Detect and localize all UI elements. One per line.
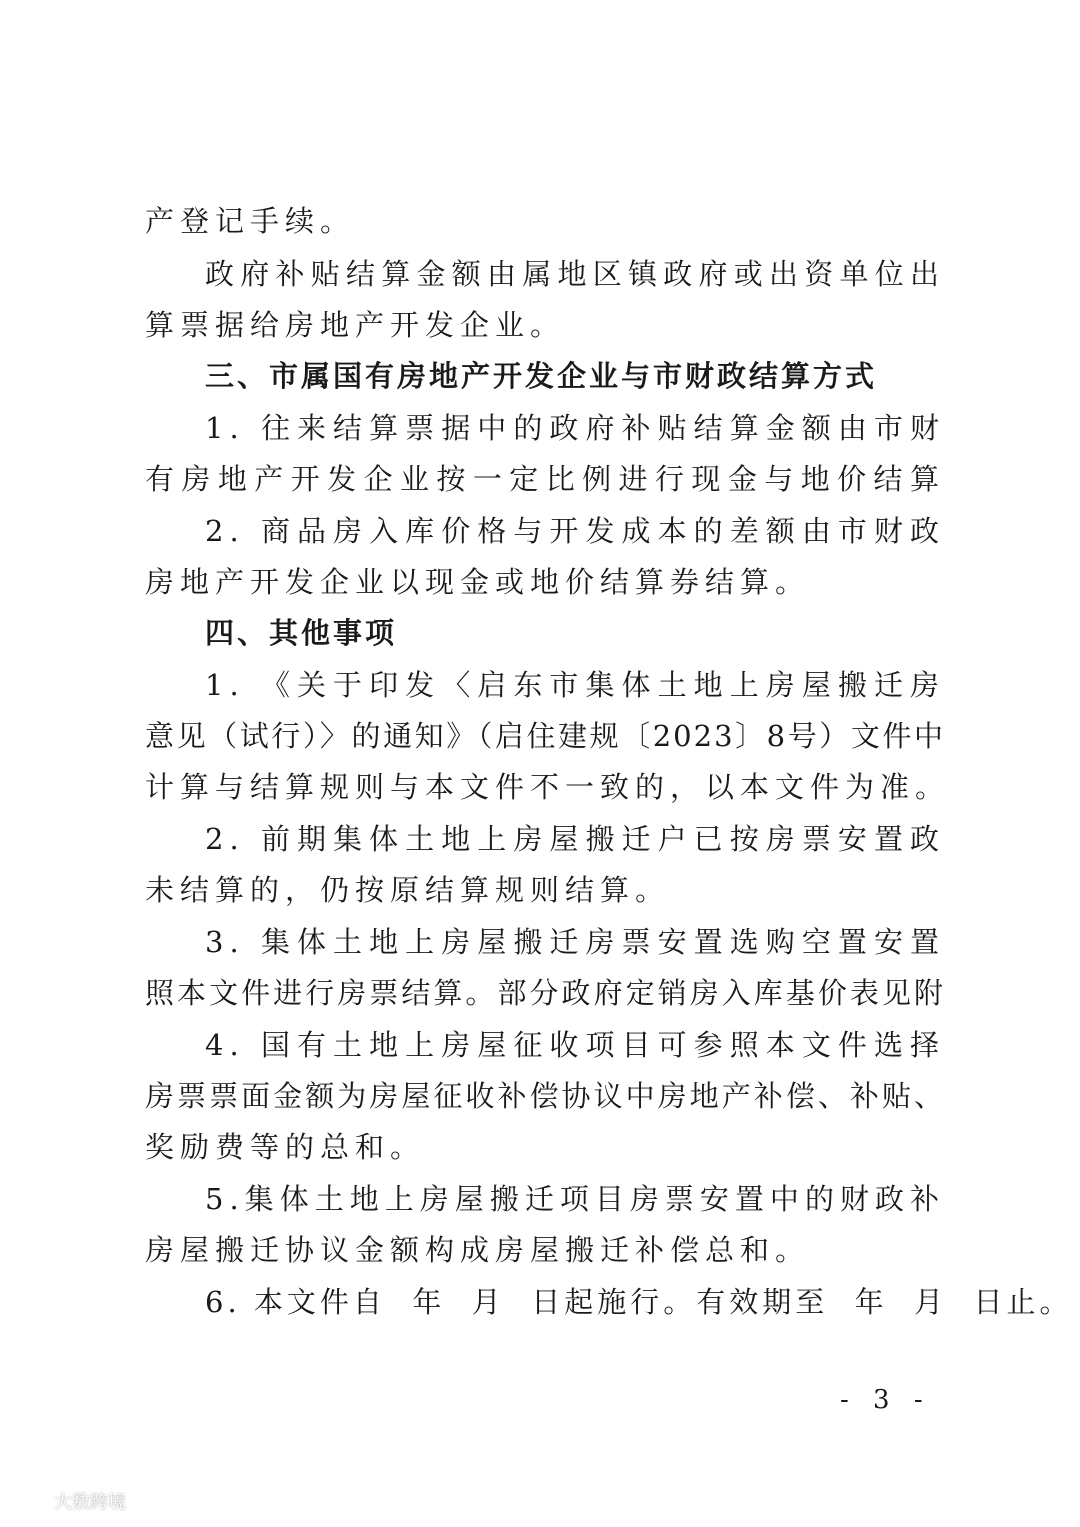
text-line-continuation: 产登记手续。 <box>145 204 356 238</box>
item-4-5-line-1: 5.集体土地上房屋搬迁项目房票安置中的财政补 <box>205 1182 945 1216</box>
item-4-1-line-2: 意见（试行）〉的通知》（启住建规〔2023〕8号）文件中 <box>145 719 945 753</box>
item-3-2-line-2: 房地产开发企业以现金或地价结算券结算。 <box>145 565 811 599</box>
item-4-2-line-1: 2. 前期集体土地上房屋搬迁户已按房票安置政 <box>205 822 945 856</box>
item-4-4-line-2: 房票票面金额为房屋征收补偿协议中房地产补偿、补贴、 <box>145 1079 945 1113</box>
item-3-1-line-1: 1. 往来结算票据中的政府补贴结算金额由市财 <box>205 411 945 445</box>
section-heading-3: 三、市属国有房地产开发企业与市财政结算方式 <box>205 359 878 393</box>
item-3-1-line-2: 有房地产开发企业按一定比例进行现金与地价结算 <box>145 462 945 496</box>
item-4-2-line-2: 未结算的，仍按原结算规则结算。 <box>145 873 671 907</box>
paragraph-subsidy-line-2: 算票据给房地产开发企业。 <box>145 308 566 342</box>
logo-icon <box>10 1489 50 1513</box>
item-4-5-line-2: 房屋搬迁协议金额构成房屋搬迁补偿总和。 <box>145 1233 811 1267</box>
watermark <box>10 1488 126 1514</box>
item-4-3-line-2: 照本文件进行房票结算。部分政府定销房入库基价表见附 <box>145 976 945 1010</box>
item-4-4-line-1: 4. 国有土地上房屋征收项目可参照本文件选择 <box>205 1028 945 1062</box>
paragraph-subsidy-line-1: 政府补贴结算金额由属地区镇政府或出资单位出 <box>205 257 945 291</box>
item-4-1-line-1: 1. 《关于印发〈启东市集体土地上房屋搬迁房 <box>205 668 945 702</box>
page-number: - 3 - <box>840 1385 931 1415</box>
item-3-2-line-1: 2. 商品房入库价格与开发成本的差额由市财政 <box>205 514 945 548</box>
section-heading-4: 四、其他事项 <box>205 616 398 650</box>
watermark-text: 大数跨境 <box>54 1492 126 1513</box>
item-4-6-line-1: 6. 本文件自 年 月 日起施行。有效期至 年 月 日止。 <box>205 1285 1073 1319</box>
item-4-1-line-3: 计算与结算规则与本文件不一致的，以本文件为准。 <box>145 770 951 804</box>
item-4-3-line-1: 3. 集体土地上房屋搬迁房票安置选购空置安置 <box>205 925 945 959</box>
item-4-4-line-3: 奖励费等的总和。 <box>145 1130 426 1164</box>
